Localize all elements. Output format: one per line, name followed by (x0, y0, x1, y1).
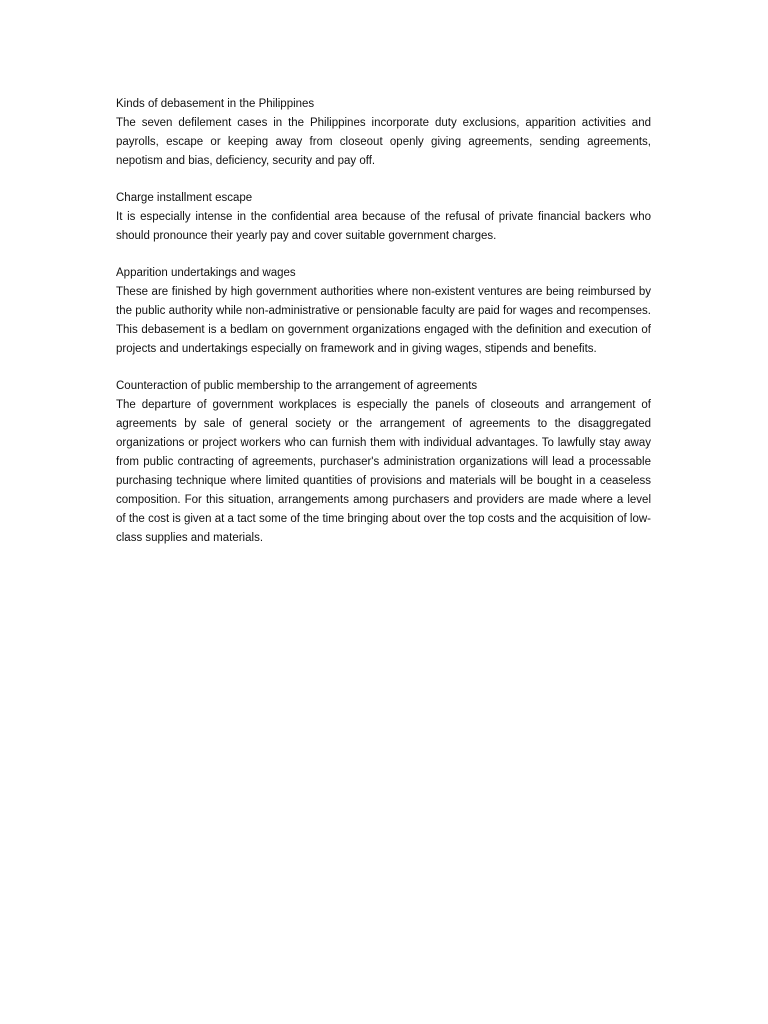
section-charge-installment (116, 189, 651, 246)
section-heading: Counteraction of public membership to the arrangement of agreements (116, 380, 478, 392)
section-apparition-undertakings (116, 264, 651, 359)
section-body: These are finished by high government authorities where non-existent ventures are being reimbursed by the public authority while non-administrative or pensionable faculty are paid for wages and recompenses. This debasement is a bedlam on government organizations engaged with the definition and execution of projects and undertakings especially on framework and in giving wages, stipends and benefits. (116, 286, 651, 355)
section-debasement-kinds (116, 95, 651, 171)
section-heading: Charge installment escape (116, 192, 253, 204)
section-heading: Apparition undertakings and wages (116, 267, 296, 279)
section-body: The departure of government workplaces is especially the panels of closeouts and arrangement of agreements by sale of general society or the arrangement of agreements to the disaggregated organizations or project workers who can furnish them with individual advantages. To lawfully stay away from public contracting of agreements, purchaser's administration organizations will lead a processable purchasing technique where limited quantities of provisions and materials will be bought in a ceaseless composition. For this situation, arrangements among purchasers and providers are made where a level of the cost is given at a tact some of the time bringing about over the top costs and the acquisition of low-class supplies and materials. (116, 399, 651, 544)
section-heading: Kinds of debasement in the Philippines (116, 98, 315, 110)
document-page (116, 95, 651, 566)
section-counteraction (116, 377, 651, 548)
section-body: The seven defilement cases in the Philippines incorporate duty exclusions, apparition activities and payrolls, escape or keeping away from closeout openly giving agreements, sending agreements, nepotism and bias, deficiency, security and pay off. (116, 117, 651, 167)
section-body: It is especially intense in the confidential area because of the refusal of private financial backers who should pronounce their yearly pay and cover suitable government charges. (116, 211, 651, 242)
